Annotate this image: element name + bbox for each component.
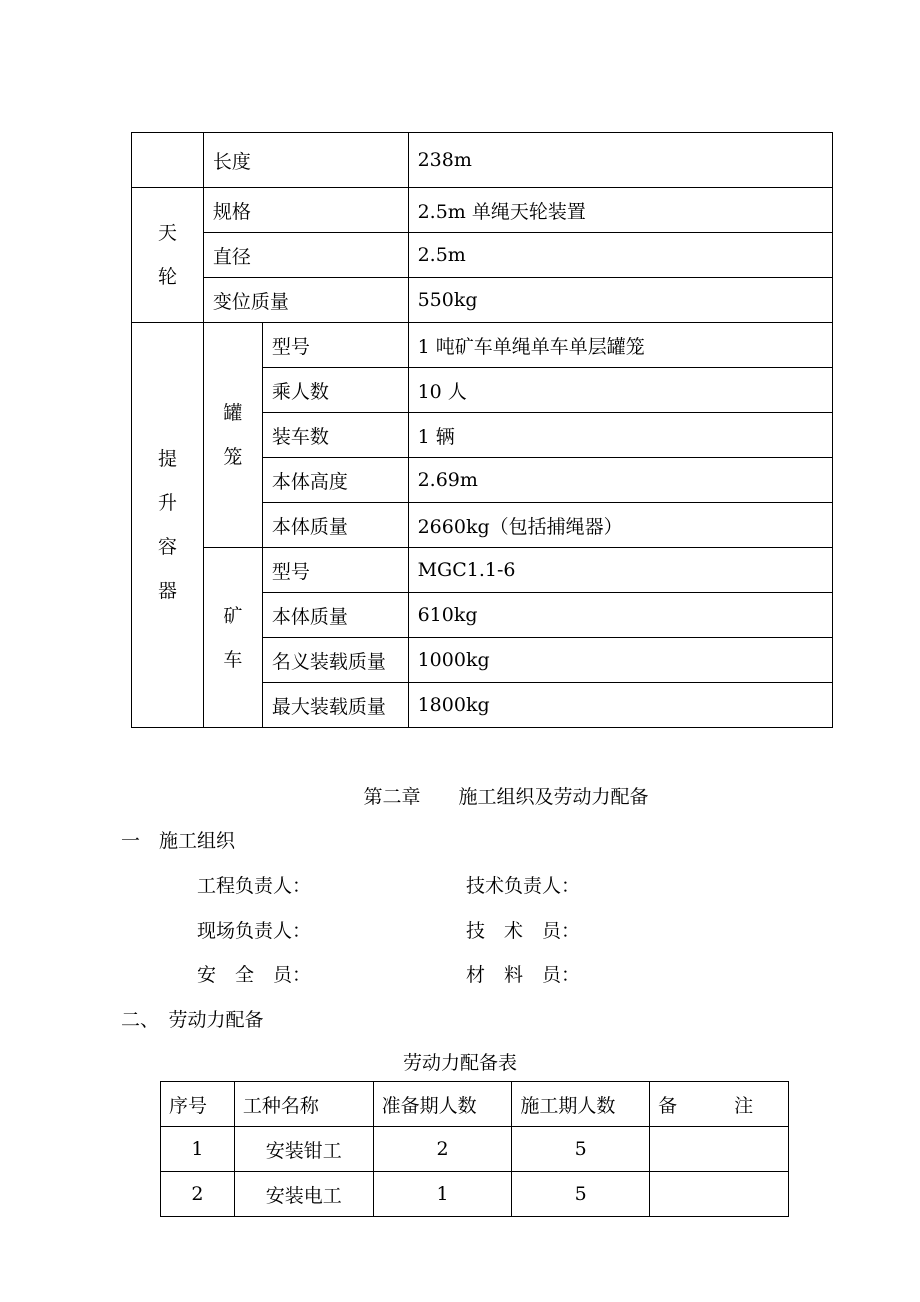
table-cell: 1: [373, 1172, 512, 1217]
container-group-char: 器: [157, 580, 177, 602]
spec-row-label: 本体质量: [262, 503, 408, 548]
labor-table-title: 劳动力配备表: [402, 1052, 517, 1074]
table-cell: [650, 1172, 789, 1217]
mine-car-group-char: 矿: [223, 604, 243, 627]
spec-row-value: 1000kg: [408, 638, 832, 683]
spec-row-label: 最大装载质量: [262, 683, 408, 728]
cage-group-label: [203, 323, 262, 548]
spec-row-label: 规格: [203, 188, 408, 233]
spec-row-value: 2.5m: [408, 233, 832, 278]
spec-row-value: 2.5m 单绳天轮装置: [408, 188, 832, 233]
empty-group-cell: [132, 133, 204, 188]
spec-row-value: 1 辆: [408, 413, 832, 458]
container-group-label: [132, 323, 204, 728]
spec-row-value: 10 人: [408, 368, 832, 413]
section-organization-title: 一 施工组织: [121, 830, 236, 852]
table-cell: [650, 1127, 789, 1172]
chapter-title: 第二章 施工组织及劳动力配备: [363, 786, 649, 808]
spec-row-label: 乘人数: [262, 368, 408, 413]
cage-group-char: 笼: [223, 446, 243, 468]
table-cell: 安装电工: [234, 1172, 373, 1217]
spec-row-value: 610kg: [408, 593, 832, 638]
role-site-manager: 现场负责人：: [197, 920, 312, 942]
header-cell: 序号: [161, 1082, 235, 1127]
role-technician: 技 术 员：: [466, 920, 581, 942]
table-cell: 1: [161, 1127, 235, 1172]
container-group-char: 容: [157, 536, 177, 558]
spec-row-label: 型号: [262, 323, 408, 368]
spec-row-label: 装车数: [262, 413, 408, 458]
container-group-char: 提: [157, 448, 177, 470]
spec-row-label: 本体质量: [262, 593, 408, 638]
length-value: 238m: [408, 133, 832, 188]
spec-row-label: 直径: [203, 233, 408, 278]
spec-row-value: 1 吨矿车单绳单车单层罐笼: [408, 323, 832, 368]
role-project-manager: 工程负责人：: [197, 875, 312, 897]
role-materials-officer: 材 料 员：: [466, 964, 581, 986]
spec-row-label: 变位质量: [203, 278, 408, 323]
header-cell: 准备期人数: [373, 1082, 512, 1127]
table-cell: 安装钳工: [234, 1127, 373, 1172]
table-cell: 2: [161, 1172, 235, 1217]
spec-row-value: 550kg: [408, 278, 832, 323]
sheave-group-char: 轮: [157, 266, 177, 288]
spec-row-label: 型号: [262, 548, 408, 593]
sheave-group-char: 天: [157, 222, 177, 244]
length-label: 长度: [203, 133, 408, 188]
spec-row-value: 1800kg: [408, 683, 832, 728]
role-safety-officer: 安 全 员：: [197, 964, 312, 986]
cage-group-char: 罐: [223, 402, 243, 424]
spec-row-value: 2.69m: [408, 458, 832, 503]
header-cell: 工种名称: [234, 1082, 373, 1127]
header-cell: 施工期人数: [512, 1082, 650, 1127]
spec-row-value: 2660kg（包括捕绳器）: [408, 503, 832, 548]
container-group-char: 升: [157, 492, 177, 514]
spec-row-label: 本体高度: [262, 458, 408, 503]
labor-allocation-table: [160, 1081, 789, 1217]
equipment-spec-table: [131, 132, 833, 728]
sheave-group-label: [132, 188, 204, 323]
table-row: [161, 1127, 789, 1172]
spec-row-value: MGC1.1-6: [408, 548, 832, 593]
header-cell: 备 注: [650, 1082, 789, 1127]
table-row: [161, 1172, 789, 1217]
section-labor-title: 二、 劳动力配备: [121, 1009, 264, 1031]
table-cell: 5: [512, 1127, 650, 1172]
mine-car-group-char: 车: [223, 648, 243, 671]
table-cell: 2: [373, 1127, 512, 1172]
mine-car-group-label: [203, 548, 262, 728]
spec-row-label: 名义装载质量: [262, 638, 408, 683]
table-cell: 5: [512, 1172, 650, 1217]
role-technical-manager: 技术负责人：: [466, 875, 581, 897]
